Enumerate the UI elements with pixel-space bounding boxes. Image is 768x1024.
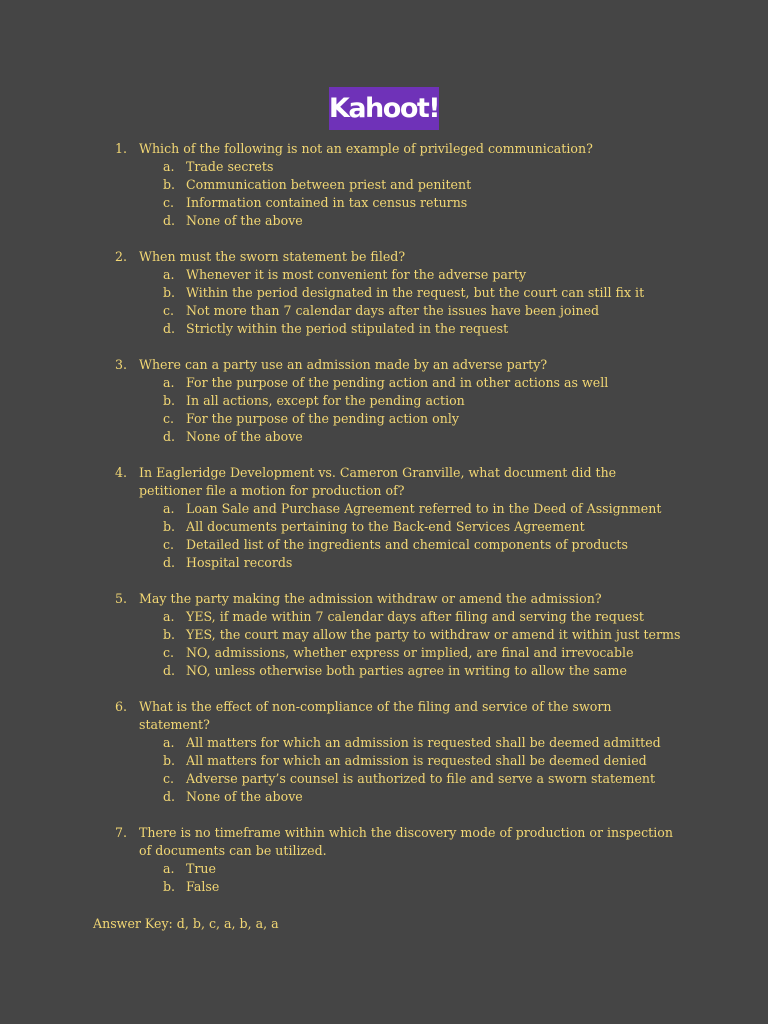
option-item <box>0 536 768 554</box>
option-letter: d. <box>163 663 176 678</box>
option-letter: c. <box>163 303 175 318</box>
option-item <box>0 644 768 662</box>
question-number: 3. <box>115 357 128 372</box>
option-item <box>0 410 768 428</box>
question-number: 5. <box>115 591 128 606</box>
option-text: All matters for which an admission is requested shall be deemed denied <box>186 753 647 768</box>
option-item <box>0 860 768 878</box>
question-number: 1. <box>115 141 128 156</box>
option-letter: b. <box>163 177 176 192</box>
question-number: 6. <box>115 699 128 714</box>
question-number: 7. <box>115 825 128 840</box>
option-text: Within the period designated in the request, but the court can still fix it <box>186 285 645 300</box>
option-letter: b. <box>163 879 176 894</box>
option-item <box>0 770 768 788</box>
option-item <box>0 518 768 536</box>
option-item <box>0 500 768 518</box>
option-item <box>0 266 768 284</box>
option-letter: b. <box>163 393 176 408</box>
option-text: For the purpose of the pending action and in other actions as well <box>186 375 609 390</box>
option-letter: d. <box>163 429 176 444</box>
option-item <box>0 662 768 680</box>
option-letter: b. <box>163 519 176 534</box>
option-text: Loan Sale and Purchase Agreement referred to in the Deed of Assignment <box>186 501 662 516</box>
option-text: NO, admissions, whether express or implied, are final and irrevocable <box>186 645 634 660</box>
question-text: There is no timeframe within which the discovery mode of production or inspection of documents can be utilized. <box>139 825 673 858</box>
question-item <box>0 590 768 680</box>
option-letter: d. <box>163 213 176 228</box>
option-item <box>0 320 768 338</box>
option-list <box>0 158 768 230</box>
option-letter: b. <box>163 285 176 300</box>
option-list <box>0 500 768 572</box>
option-letter: a. <box>163 267 175 282</box>
option-text: For the purpose of the pending action only <box>186 411 459 426</box>
option-text: Communication between priest and penitent <box>186 177 472 192</box>
option-text: In all actions, except for the pending action <box>186 393 465 408</box>
option-letter: d. <box>163 789 176 804</box>
option-text: None of the above <box>186 213 303 228</box>
question-number: 2. <box>115 249 128 264</box>
question-item <box>0 248 768 338</box>
option-list <box>0 608 768 680</box>
option-item <box>0 194 768 212</box>
option-item <box>0 284 768 302</box>
option-list <box>0 860 768 896</box>
option-text: Detailed list of the ingredients and chemical components of products <box>186 537 628 552</box>
option-text: Whenever it is most convenient for the adverse party <box>186 267 527 282</box>
option-text: Information contained in tax census returns <box>186 195 468 210</box>
question-text: May the party making the admission withdraw or amend the admission? <box>139 591 602 606</box>
option-letter: d. <box>163 321 176 336</box>
kahoot-logo-text: Kahoot! <box>328 93 440 124</box>
option-letter: a. <box>163 609 175 624</box>
option-item <box>0 734 768 752</box>
option-text: YES, if made within 7 calendar days after filing and serving the request <box>186 609 644 624</box>
question-list <box>0 140 768 914</box>
option-letter: d. <box>163 555 176 570</box>
option-text: All matters for which an admission is requested shall be deemed admitted <box>186 735 661 750</box>
option-text: None of the above <box>186 789 303 804</box>
option-item <box>0 752 768 770</box>
option-letter: c. <box>163 537 175 552</box>
option-letter: a. <box>163 375 175 390</box>
option-letter: a. <box>163 159 175 174</box>
option-text: Strictly within the period stipulated in the request <box>186 321 509 336</box>
question-text: In Eagleridge Development vs. Cameron Granville, what document did the petitioner file a motion for production of? <box>139 465 617 498</box>
option-letter: b. <box>163 627 176 642</box>
option-list <box>0 266 768 338</box>
option-text: Adverse party’s counsel is authorized to file and serve a sworn statement <box>186 771 656 786</box>
option-item <box>0 392 768 410</box>
option-item <box>0 878 768 896</box>
question-item <box>0 356 768 446</box>
question-item <box>0 464 768 572</box>
option-text: Hospital records <box>186 555 293 570</box>
option-item <box>0 302 768 320</box>
option-letter: c. <box>163 771 175 786</box>
option-text: False <box>186 879 220 894</box>
option-item <box>0 626 768 644</box>
option-item <box>0 554 768 572</box>
option-item <box>0 608 768 626</box>
option-letter: c. <box>163 411 175 426</box>
option-text: NO, unless otherwise both parties agree in writing to allow the same <box>186 663 627 678</box>
option-letter: b. <box>163 753 176 768</box>
question-number: 4. <box>115 465 128 480</box>
option-letter: a. <box>163 861 175 876</box>
option-text: True <box>186 861 216 876</box>
option-list <box>0 374 768 446</box>
option-item <box>0 212 768 230</box>
option-item <box>0 374 768 392</box>
option-letter: a. <box>163 735 175 750</box>
question-item <box>0 140 768 230</box>
question-item <box>0 824 768 896</box>
option-letter: c. <box>163 195 175 210</box>
option-item <box>0 788 768 806</box>
question-text: Which of the following is not an example of privileged communication? <box>139 141 593 156</box>
option-item <box>0 176 768 194</box>
option-text: YES, the court may allow the party to withdraw or amend it within just terms <box>186 627 681 642</box>
option-text: Trade secrets <box>186 159 274 174</box>
option-text: All documents pertaining to the Back-end Services Agreement <box>186 519 585 534</box>
option-text: None of the above <box>186 429 303 444</box>
answer-key: Answer Key: d, b, c, a, b, a, a <box>93 916 279 931</box>
option-item <box>0 428 768 446</box>
question-text: When must the sworn statement be filed? <box>139 249 406 264</box>
option-list <box>0 734 768 806</box>
option-item <box>0 158 768 176</box>
question-text: What is the effect of non-compliance of the filing and service of the sworn statement? <box>139 699 612 732</box>
option-text: Not more than 7 calendar days after the issues have been joined <box>186 303 600 318</box>
option-letter: a. <box>163 501 175 516</box>
kahoot-logo <box>329 87 439 130</box>
option-letter: c. <box>163 645 175 660</box>
question-text: Where can a party use an admission made by an adverse party? <box>139 357 548 372</box>
question-item <box>0 698 768 806</box>
